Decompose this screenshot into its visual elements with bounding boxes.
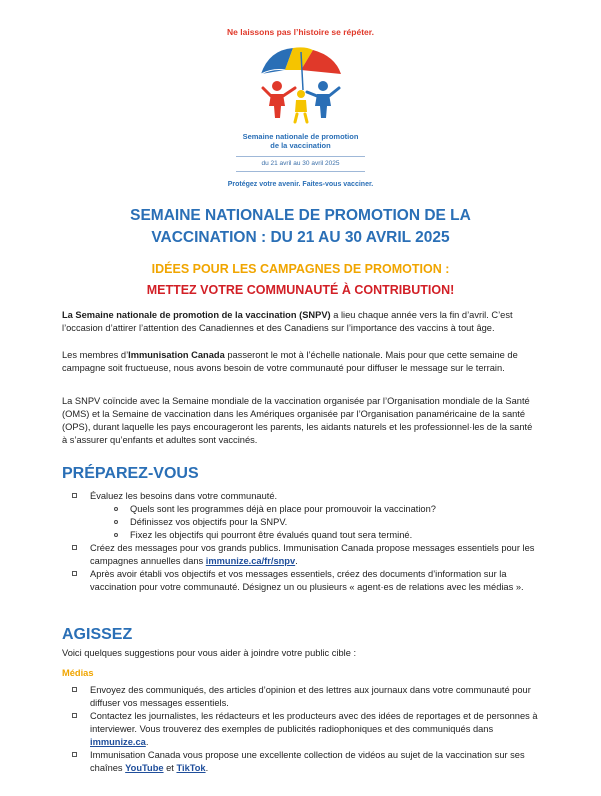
media-subheading: Médias bbox=[62, 668, 94, 678]
list-item-and: et bbox=[163, 763, 177, 773]
intro-paragraph-2-text: passeront le mot à l’échelle nationale. Mais pour que cette semaine de campagne soit fructueuse, nous avons besoin de votre communauté pour diffuser le message sur le terrain. bbox=[62, 350, 518, 373]
logo-dates: du 21 avril au 30 avril 2025 bbox=[261, 160, 340, 167]
logo-title-line2: de la vaccination bbox=[270, 141, 331, 150]
immunize-link[interactable]: immunize.ca bbox=[90, 737, 146, 747]
intro-paragraph-2-start: Les membres d’ bbox=[62, 350, 129, 360]
subtitle-ideas: IDÉES POUR LES CAMPAGNES DE PROMOTION : bbox=[151, 262, 450, 276]
circle-bullet-icon bbox=[114, 520, 118, 524]
logo-divider-top bbox=[236, 156, 365, 157]
umbrella-family-logo bbox=[255, 44, 347, 126]
list-item-text: Immunisation Canada vous propose une excellente collection de vidéos au sujet de la vaccination sur ses chaînes bbox=[90, 750, 525, 773]
checkbox-bullet-icon bbox=[72, 493, 77, 498]
list-item-text: Créez des messages pour vos grands publics. Immunisation Canada propose messages essentiels pour les campagnes annuelles dans bbox=[90, 543, 535, 566]
act-list bbox=[62, 684, 540, 775]
page-title-line2: VACCINATION : DU 21 AU 30 AVRIL 2025 bbox=[151, 229, 450, 246]
intro-paragraph-1-text: a lieu chaque année vers la fin d’avril. C’est l’occasion d’attirer l’attention des Canadiennes et des Canadiens sur l’importance des vaccins à tout âge. bbox=[62, 310, 513, 333]
tiktok-link[interactable]: TikTok bbox=[176, 763, 206, 773]
list-item-text: Envoyez des communiqués, des articles d’opinion et des lettres aux journaux dans votre communauté pour diffuser vos messages essentiels. bbox=[90, 685, 531, 708]
list-item-text: Contactez les journalistes, les rédacteurs et les producteurs avec des idées de reportages et de personnes à interviewer. Vous trouverez des exemples de publicités radiophoniques et des communiqués dans bbox=[90, 711, 538, 734]
intro-paragraph-1 bbox=[62, 309, 540, 335]
list-item bbox=[62, 568, 540, 594]
checkbox-bullet-icon bbox=[72, 545, 77, 550]
page-title-line1: SEMAINE NATIONALE DE PROMOTION DE LA bbox=[130, 207, 471, 224]
list-item-end: . bbox=[295, 556, 298, 566]
list-item bbox=[62, 542, 540, 568]
immunisation-canada-bold: Immunisation Canada bbox=[128, 350, 225, 360]
list-item-end: . bbox=[205, 763, 209, 773]
youtube-link[interactable]: YouTube bbox=[125, 763, 164, 773]
list-item-end: . bbox=[145, 737, 149, 747]
intro-paragraph-2 bbox=[62, 349, 540, 375]
list-item bbox=[62, 684, 540, 710]
list-item-text: Après avoir établi vos objectifs et vos messages essentiels, créez des documents d’information sur la vaccination pour votre communauté. Désignez un ou plusieurs « agent·es de relations avec les médias ». bbox=[90, 569, 524, 592]
snpv-link[interactable]: immunize.ca/fr/snpv bbox=[205, 556, 296, 566]
list-item bbox=[62, 749, 540, 775]
subtitle-call-to-action: METTEZ VOTRE COMMUNAUTÉ À CONTRIBUTION! bbox=[146, 283, 455, 297]
checkbox-bullet-icon bbox=[72, 713, 77, 718]
sub-list-item bbox=[62, 529, 540, 542]
sub-list-item bbox=[62, 516, 540, 529]
logo-slogan: Protégez votre avenir. Faites-vous vacciner. bbox=[227, 181, 374, 188]
list-item bbox=[62, 490, 540, 503]
section-heading-prepare: PRÉPAREZ-VOUS bbox=[62, 465, 199, 482]
checkbox-bullet-icon bbox=[72, 687, 77, 692]
circle-bullet-icon bbox=[114, 507, 118, 511]
sub-list-item-text: Définissez vos objectifs pour la SNPV. bbox=[130, 517, 288, 527]
page-title bbox=[0, 205, 601, 249]
campaign-tagline: Ne laissons pas l’histoire se répéter. bbox=[227, 27, 374, 37]
section-heading-act: AGISSEZ bbox=[62, 626, 133, 643]
sub-list-item bbox=[62, 503, 540, 516]
checkbox-bullet-icon bbox=[72, 571, 77, 576]
logo-title-line1: Semaine nationale de promotion bbox=[242, 132, 359, 141]
list-item-text: Évaluez les besoins dans votre communauté. bbox=[90, 491, 278, 501]
act-intro: Voici quelques suggestions pour vous aider à joindre votre public cible : bbox=[62, 648, 357, 658]
circle-bullet-icon bbox=[114, 533, 118, 537]
sub-list-item-text: Quels sont les programmes déjà en place pour promouvoir la vaccination? bbox=[130, 504, 436, 514]
logo-divider-bottom bbox=[236, 171, 365, 172]
checkbox-bullet-icon bbox=[72, 752, 77, 757]
snpv-bold-term: La Semaine nationale de promotion de la vaccination (SNPV) bbox=[62, 310, 331, 320]
prepare-list bbox=[62, 490, 540, 594]
sub-list-item-text: Fixez les objectifs qui pourront être évalués quand tout sera terminé. bbox=[130, 530, 413, 540]
intro-paragraph-3: La SNPV coïncide avec la Semaine mondiale de la vaccination organisée par l’Organisation mondiale de la Santé (OMS) et la Semaine de vaccination dans les Amériques organisée par l’Organisation panaméricaine de la santé (OPS), durant laquelle les pays encourageront les parents, les aidants naturels et les professionnel·les de la santé à s’assurer qu’enfants et adultes sont vaccinés. bbox=[62, 396, 533, 445]
list-item bbox=[62, 710, 540, 749]
logo-title bbox=[0, 132, 601, 150]
